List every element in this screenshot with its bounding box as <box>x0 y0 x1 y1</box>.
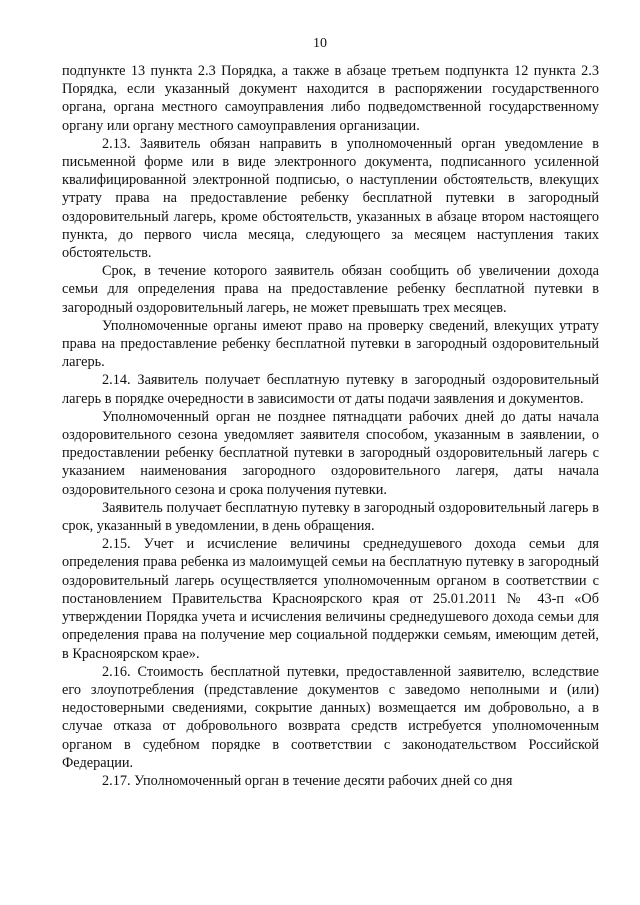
paragraph-2-13: 2.13. Заявитель обязан направить в уполномоченный орган уведомление в письменной форме или в виде электронного документа, подписанного усиленной квалифицированной электронной подписью, о наступлении обстоятельств, влекущих утрату права на предоставление ребенку бесплатной путевки в загородный оздоровительный лагерь, кроме обстоятельств, указанных в абзаце втором настоящего пункта, до первого числа месяца, следующего за месяцем наступления таких обстоятельств. <box>62 135 599 262</box>
paragraph-continuation: подпункте 13 пункта 2.3 Порядка, а также в абзаце третьем подпункта 12 пункта 2.3 Порядка, если указанный документ находится в распоряжении государственного органа, органа местного самоуправления либо подведомственной государственному органу или органу местного самоуправления организации. <box>62 63 599 134</box>
body-text <box>62 62 599 790</box>
paragraph-2-16: 2.16. Стоимость бесплатной путевки, предоставленной заявителю, вследствие его злоупотребления (представление документов с заведомо неполными и (или) недостоверными сведениями, сокрытие данных) возмещается им добровольно, а в случае отказа от добровольного возврата средств истребуется уполномоченным органом в судебном порядке в соответствии с законодательством Российской Федерации. <box>62 663 599 771</box>
paragraph-voucher-receipt: Заявитель получает бесплатную путевку в загородный оздоровительный лагерь в срок, указанный в уведомлении, в день обращения. <box>62 499 599 535</box>
paragraph-verification-right: Уполномоченные органы имеют право на проверку сведений, влекущих утрату права на предоставление ребенку бесплатной путевки в загородный оздоровительный лагерь. <box>62 317 599 371</box>
paragraph-2-17: 2.17. Уполномоченный орган в течение десяти рабочих дней со дня <box>102 772 513 789</box>
paragraph-income-deadline: Срок, в течение которого заявитель обязан сообщить об увеличении дохода семьи для определения права на предоставление ребенку бесплатной путевки в загородный оздоровительный лагерь, не может превышать трех месяцев. <box>62 263 599 316</box>
paragraph-2-14: 2.14. Заявитель получает бесплатную путевку в загородный оздоровительный лагерь в порядке очередности в зависимости от даты подачи заявления и документов. <box>62 372 599 407</box>
paragraph-notification: Уполномоченный орган не позднее пятнадцати рабочих дней до даты начала оздоровительного сезона уведомляет заявителя способом, указанным в заявлении, о предоставлении ребенку бесплатной путевки в загородный оздоровительный лагерь с указанием наименования загородного оздоровительного лагеря, даты начала оздоровительного сезона и срока получения путевки. <box>62 408 599 498</box>
page-number: 10 <box>313 36 327 51</box>
paragraph-2-15: 2.15. Учет и исчисление величины среднедушевого дохода семьи для определения права ребенка из малоимущей семьи на бесплатную путевку в загородный оздоровительный лагерь осуществляется уполномоченным органом в соответствии с постановлением Правительства Красноярского края от 25.01.2011 № 43-п «Об утверждении Порядка учета и исчисления величины среднедушевого дохода семьи для определения права на получение мер социальной поддержки семьям, имеющим детей, в Красноярском крае». <box>62 536 599 662</box>
